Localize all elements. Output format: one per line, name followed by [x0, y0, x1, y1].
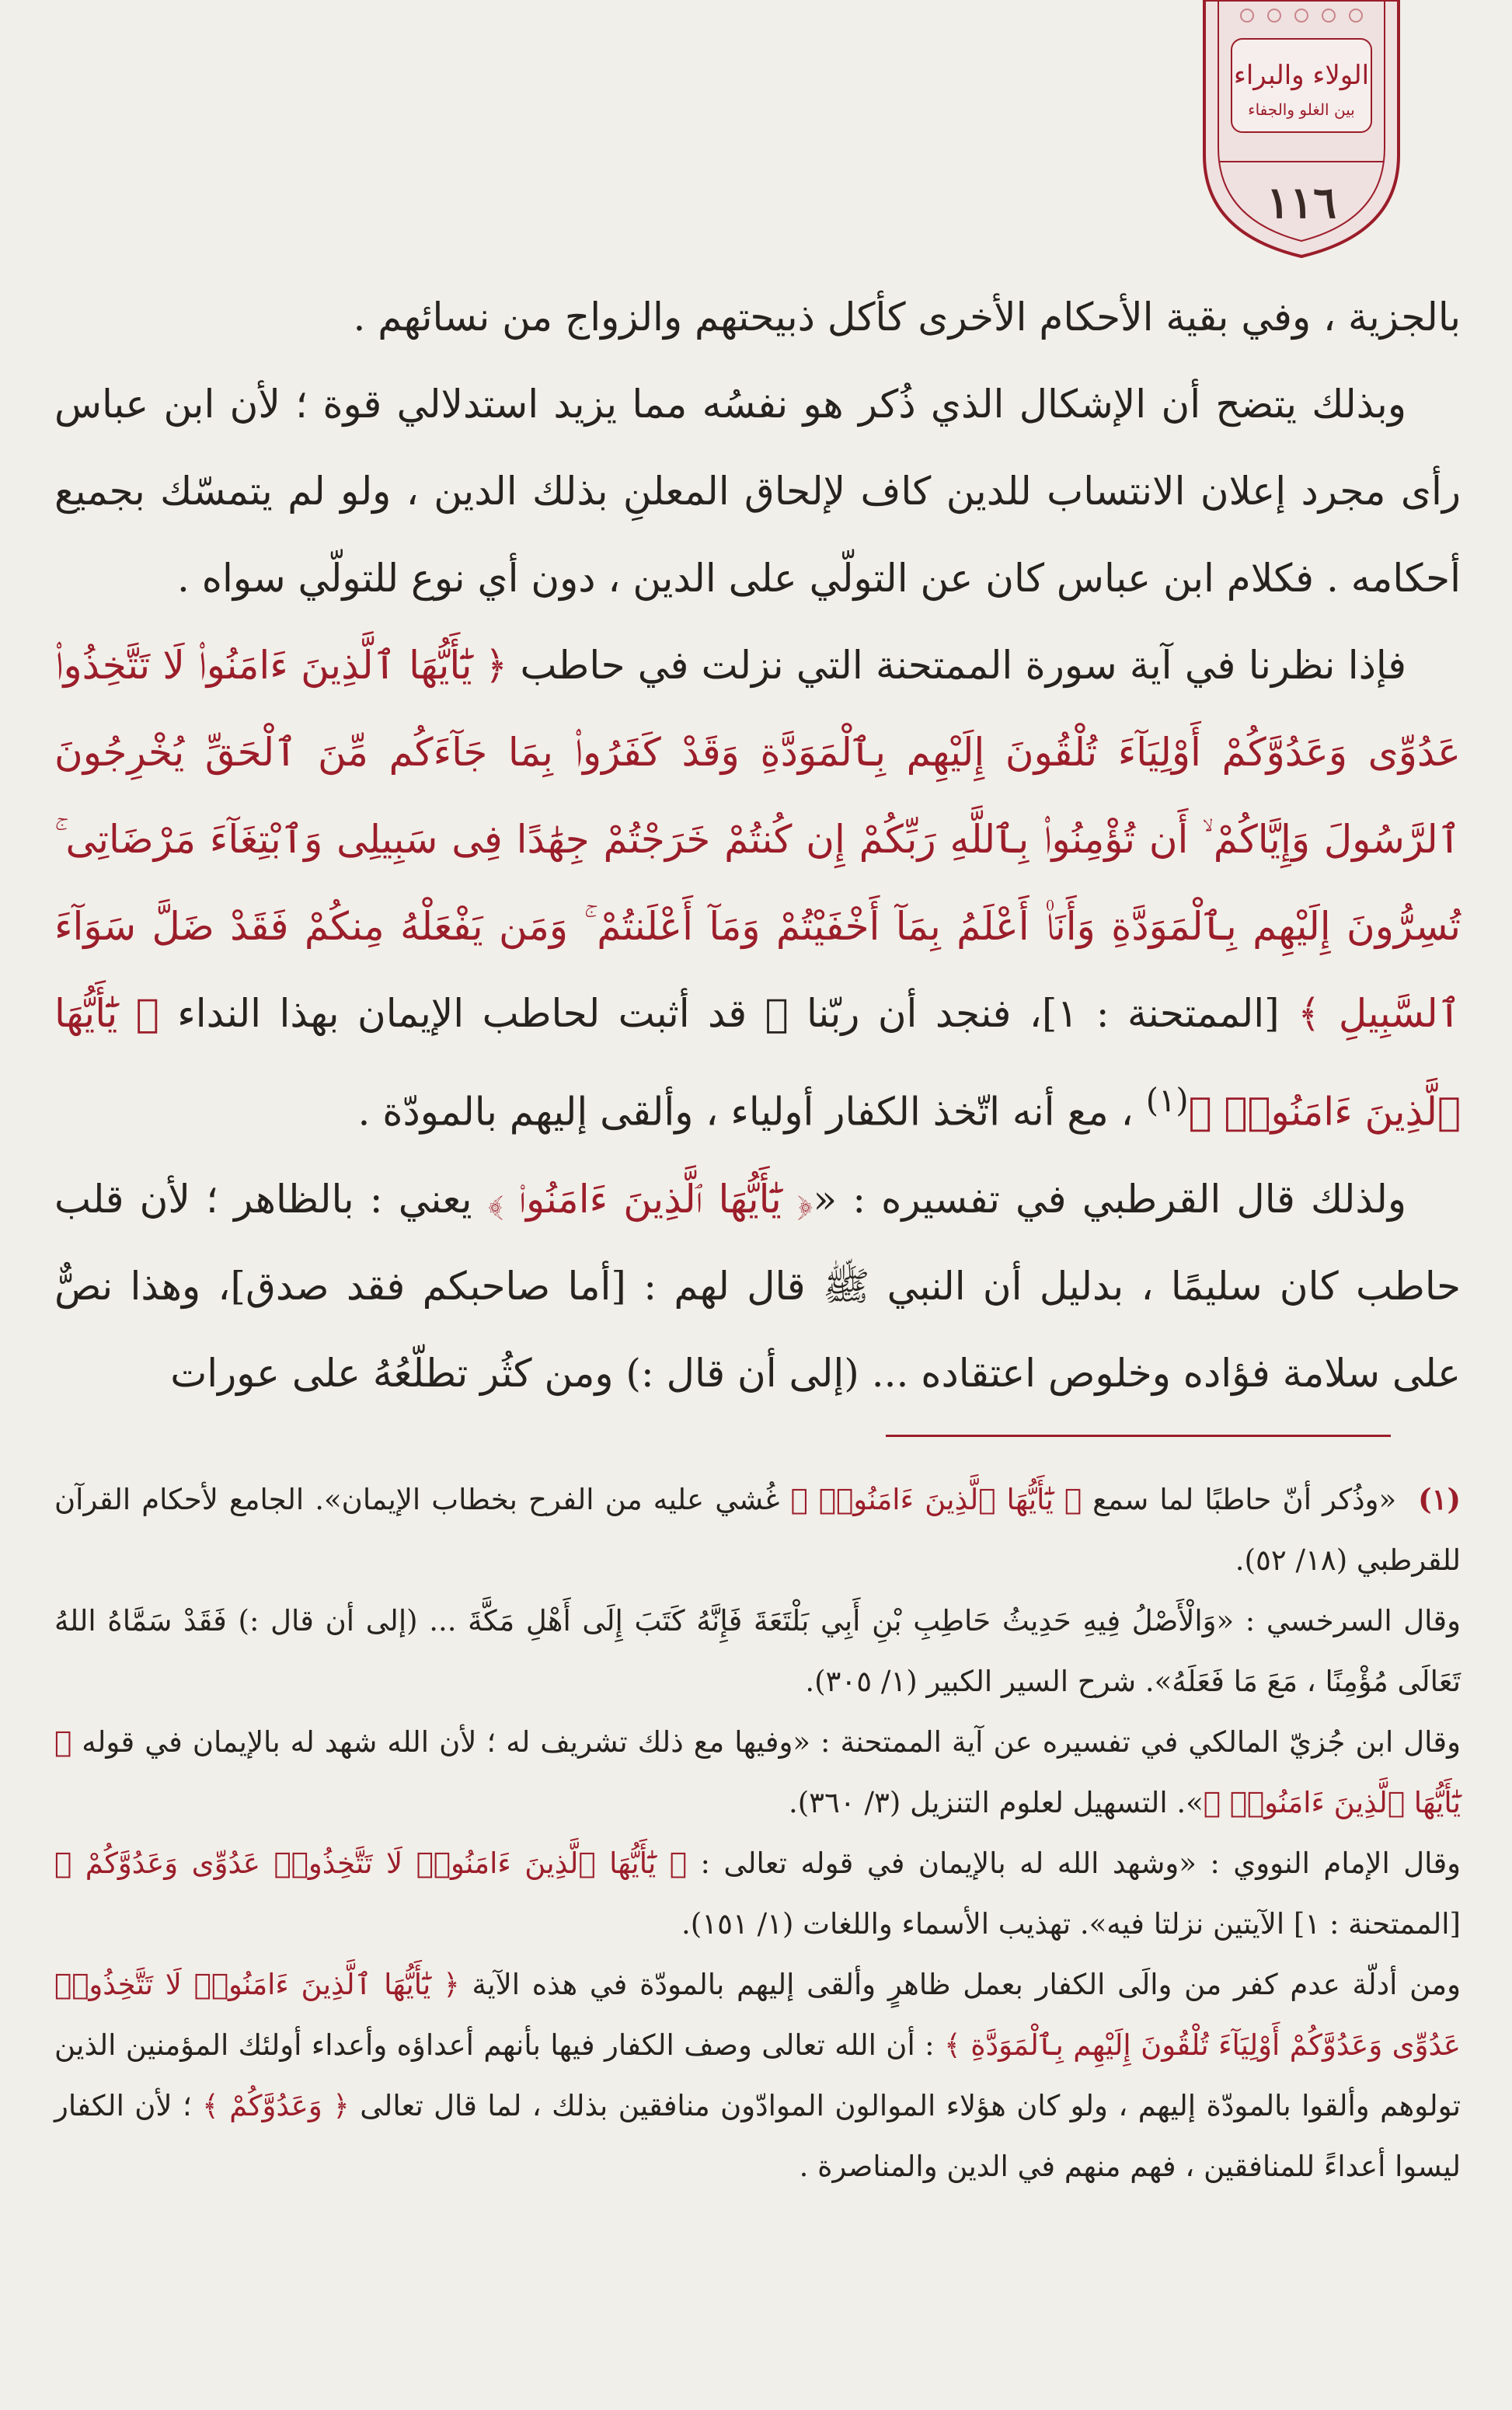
footnote-4-text-a: وقال الإمام النووي : «وشهد الله له بالإيمان في قوله تعالى : [700, 1847, 1461, 1880]
footnote-4-text-b: [الممتحنة : ١] الآيتين نزلتا فيه». تهذيب الأسماء واللغات (١/ ١٥١). [681, 1907, 1461, 1941]
quran-call: ﴿ يَٰٓأَيُّهَا ٱلَّذِينَ ءَامَنُوا۟ ﴾ [790, 1483, 1082, 1516]
footnote-2: وقال السرخسي : «وَالْأَصْلُ فِيهِ حَدِيثُ حَاطِبِ بْنِ أَبِي بَلْتَعَةَ فَإِنَّهُ كَتَبَ إِلَى أَهْلِ مَكَّةَ ... (إلى أن قال :) فَقَدْ سَمَّاهُ اللهُ تَعَالَى مُؤْمِنًا ، مَعَ مَا فَعَلَهُ». شرح السير الكبير (١/ ٣٠٥). [54, 1604, 1461, 1698]
footnote-mark: (١) [1418, 1482, 1461, 1516]
paragraph-3-text-b: ، فنجد أن ربّنا ﷻ قد أثبت لحاطب الإيمان بهذا النداء [177, 991, 1042, 1036]
paragraph-3 [54, 622, 1461, 1156]
quran-call: ﴿ وَعَدُوَّكُمْ ﴾ [202, 2089, 350, 2122]
paragraph-4 [54, 1156, 1461, 1417]
quran-call: ﴿ يَٰٓأَيُّهَا ٱلَّذِينَ ءَامَنُوا۟ ﴾ [54, 991, 1461, 1135]
footnote-3-text-b: ». التسهيل لعلوم التنزيل (٣/ ٣٦٠). [788, 1786, 1204, 1819]
footnote-3-text-a: وقال ابن جُزيّ المالكي في تفسيره عن آية الممتحنة : «وفيها مع ذلك تشريف له ؛ لأن الله شهد له بالإيمان في قوله [82, 1725, 1461, 1759]
main-text [54, 274, 1461, 1417]
page-number: ١١٦ [1266, 177, 1337, 228]
footnote-5-text-c: ؛ لأن الكفار ليسوا أعداءً للمنافقين ، فهم منهم في الدين والمناصرة . [54, 2089, 1461, 2183]
footnote-5 [54, 1955, 1461, 2197]
footnotes [54, 1469, 1461, 2197]
paragraph-2: وبذلك يتضح أن الإشكال الذي ذُكر هو نفسُه مما يزيد استدلالي قوة ؛ لأن ابن عباس رأى مجرد إعلان الانتساب للدين كاف لإلحاق المعلنِ بذلك الدين ، ولو لم يتمسّك بجميع أحكامه . فكلام ابن عباس كان عن التولّي على الدين ، دون أي نوع للتولّي سواه . [54, 382, 1461, 601]
footnote-5-text-a: ومن أدلّة عدم كفر من والَى الكفار بعمل ظاهرٍ وألقى إليهم بالمودّة في هذه الآية [472, 1968, 1461, 2001]
paragraph-3-text-a: فإذا نظرنا في آية سورة الممتحنة التي نزلت في حاطب [520, 643, 1406, 688]
footnote-1-text-b: غُشي عليه من الفرح بخطاب الإيمان». الجامع لأحكام القرآن للقرطبي (١٨/ ٥٢). [54, 1483, 1461, 1577]
quran-call: ﴿ يَٰٓأَيُّهَا ٱلَّذِينَ ءَامَنُوا۟ ﴾ [487, 1176, 813, 1222]
paragraph-4-text-a: ولذلك قال القرطبي في تفسيره : « [813, 1176, 1406, 1222]
paragraph-3-text-c: ، مع أنه اتّخذ الكفار أولياء ، وألقى إليهم بالمودّة . [357, 1089, 1134, 1135]
paragraph-4-text-b: يعني : بالظاهر ؛ لأن قلب حاطب كان سليمًا ، بدليل أن النبي ﷺ قال لهم : [أما صاحبكم فقد صدق]، وهذا نصٌّ على سلامة فؤاده وخلوص اعتقاده ... (إلى أن قال :) ومن كثُر تطلّعُهُ على عورات [54, 1176, 1461, 1396]
footnote-1-text-a: «وذُكر أنّ حاطبًا لما سمع [1092, 1483, 1397, 1516]
footnote-5-text-b: : أن الله تعالى وصف الكفار فيها بأنهم أعداؤه وأعداء أولئك المؤمنين الذين تولوهم وألقوا بالمودّة إليهم ، ولو كان هؤلاء الموالون الموادّون منافقين بذلك ، لما قال تعالى [54, 2028, 1461, 2122]
footnote-divider [886, 1435, 1391, 1437]
footnote-1 [54, 1469, 1461, 1591]
page-header-emblem [1173, 0, 1430, 272]
footnote-3 [54, 1712, 1461, 1833]
quran-verse: ﴿ يَٰٓأَيُّهَا ٱلَّذِينَ ءَامَنُوا۟ لَا تَتَّخِذُوا۟ عَدُوِّى وَعَدُوَّكُمْ ﴾ [54, 1847, 687, 1880]
verse-reference: [الممتحنة : ١] [1041, 991, 1280, 1036]
quran-call: ﴿ يَٰٓأَيُّهَا ٱلَّذِينَ ءَامَنُوا۟ ﴾ [54, 1725, 1461, 1819]
paragraph-1: بالجزية ، وفي بقية الأحكام الأخرى كأكل ذبيحتهم والزواج من نسائهم . [353, 295, 1461, 340]
footnote-4 [54, 1833, 1461, 1955]
quran-verse: ﴿ يَٰٓأَيُّهَا ٱلَّذِينَ ءَامَنُوا۟ لَا تَتَّخِذُوا۟ عَدُوِّى وَعَدُوَّكُمْ أَوْلِيَآءَ تُلْقُونَ إِلَيْهِم بِٱلْمَوَدَّةِ وَقَدْ كَفَرُوا۟ بِمَا جَآءَكُم مِّنَ ٱلْحَقِّ يُخْرِجُونَ ٱلرَّسُولَ وَإِيَّاكُمْ ۙ أَن تُؤْمِنُوا۟ بِٱللَّهِ رَبِّكُمْ إِن كُنتُمْ خَرَجْتُمْ جِهَٰدًا فِى سَبِيلِى وَٱبْتِغَآءَ مَرْضَاتِى ۚ تُسِرُّونَ إِلَيْهِم بِٱلْمَوَدَّةِ وَأَنَا۠ أَعْلَمُ بِمَآ أَخْفَيْتُمْ وَمَآ أَعْلَنتُمْ ۚ وَمَن يَفْعَلْهُ مِنكُمْ فَقَدْ ضَلَّ سَوَآءَ ٱلسَّبِيلِ ﴾ [54, 643, 1461, 1036]
emblem-subtitle: بين الغلو والجفاء [1248, 100, 1355, 119]
quran-verse: ﴿ يَٰٓأَيُّهَا ٱلَّذِينَ ءَامَنُوا۟ لَا تَتَّخِذُوا۟ عَدُوِّى وَعَدُوَّكُمْ أَوْلِيَآءَ تُلْقُونَ إِلَيْهِم بِٱلْمَوَدَّةِ ﴾ [54, 1968, 1461, 2062]
ornament-frame-icon [1173, 0, 1430, 272]
emblem-title: الولاء والبراء [1233, 60, 1370, 91]
footnote-ref[interactable]: (١) [1145, 1081, 1189, 1119]
